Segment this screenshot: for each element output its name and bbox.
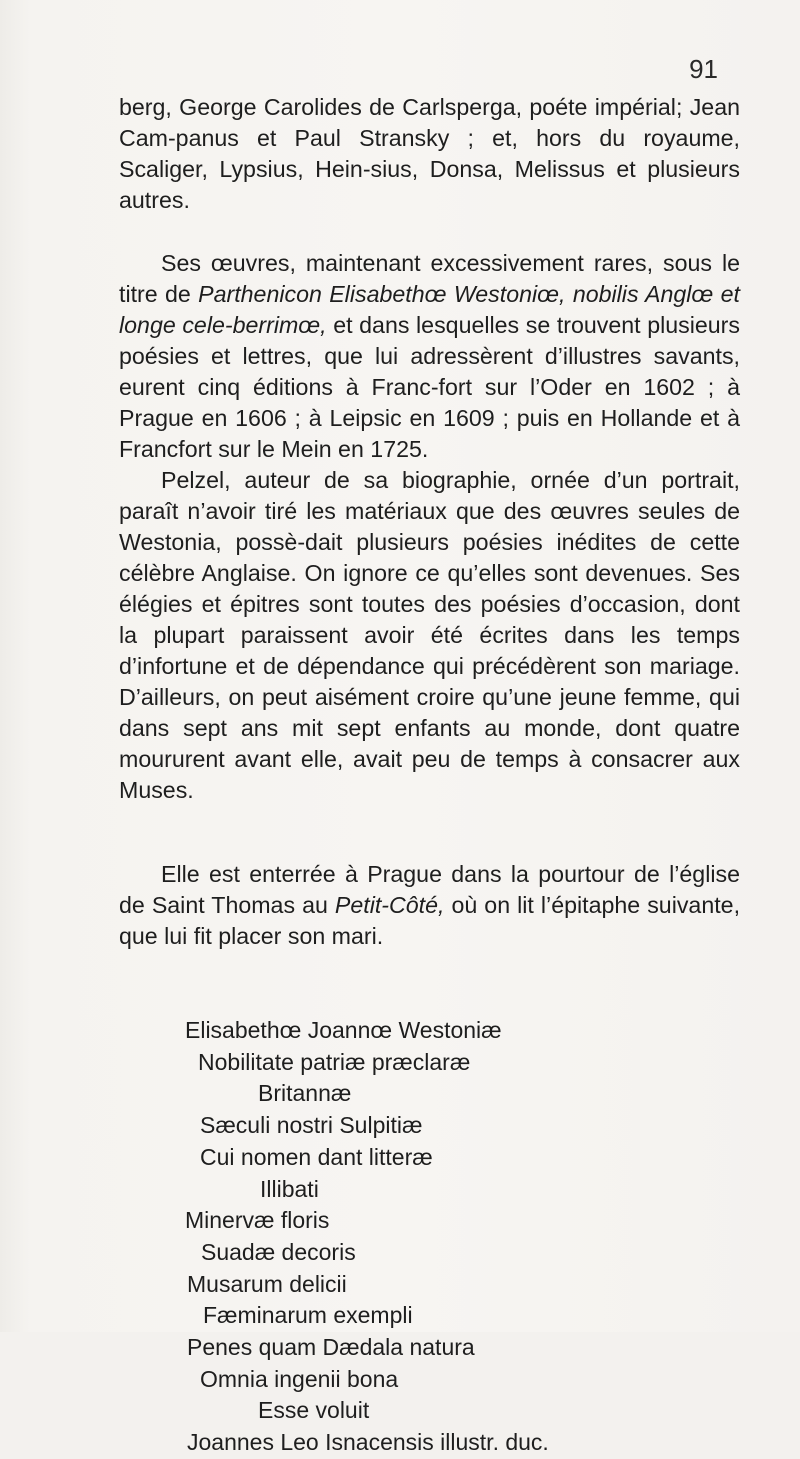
paragraph-works [119, 248, 740, 465]
works-text-before: Ses œuvres, maintenant excessivement rares, sous le titre de [119, 250, 740, 307]
paragraph-contemporaries: berg, George Carolides de Carlsperga, poéte impérial; Jean Cam-panus et Paul Stransky ; et, hors du royaume, Scaliger, Lypsius, Hein-sius, Donsa, Melissus et plusieurs autres. [119, 94, 740, 213]
epitaph-line: Elisabethœ Joannœ Westoniæ [185, 1017, 502, 1043]
burial-text-after: où on lit l’épitaphe suivante, que lui fit placer son mari. [119, 892, 741, 949]
burial-text-before: Elle est enterrée à Prague dans la pourtour de l’église de Saint Thomas au [119, 861, 740, 918]
epitaph-line: Nobilitate patriæ præclaræ [198, 1048, 471, 1075]
works-title: Parthenicon Elisabethœ Westoniœ, nobilis Anglœ et longe cele-berrimœ, [119, 281, 740, 338]
epitaph-line: Illibati [260, 1175, 319, 1202]
epitaph-line: Suadæ decoris [201, 1238, 356, 1265]
epitaph-line: Cui nomen dant litteræ [200, 1143, 433, 1170]
epitaph-line: Musarum delicii [187, 1270, 347, 1297]
epitaph-line: Britannæ [258, 1080, 352, 1107]
epitaph-line: Fæminarum exempli [203, 1302, 413, 1329]
epitaph-line: Penes quam Dædala natura [187, 1334, 475, 1360]
paragraph-biography: Pelzel, auteur de sa biographie, ornée d’un portrait, paraît n’avoir tiré les matériaux que des œuvres seules de Westonia, possè-dait plusieurs poésies inédites de cette célèbre Anglaise. On ignore ce qu’elles sont devenues. Ses élégies et épitres sont toutes des poésies d’occasion, dont la plupart paraissent avoir été écrites dans les temps d’infortune et de dépendance qui précédèrent son mariage. D’ailleurs, on peut aisément croire qu’une jeune femme, qui dans sept ans mit sept enfants au monde, dont quatre moururent avant elle, avait peu de temps à consacrer aux Muses. [119, 467, 740, 803]
works-text-after: et dans lesquelles se trouvent plusieurs poésies et lettres, que lui adressèrent d’illustres savants, eurent cinq éditions à Franc-fort sur l’Oder en 1602 ; à Prague en 1606 ; à Leipsic en 1609 ; puis en Hollande et à Francfort sur le Mein en 1725. [119, 312, 740, 462]
epitaph-line: Omnia ingenii bona [200, 1365, 399, 1392]
burial-place: Petit-Côté, [334, 892, 445, 918]
epitaph-line: Joannes Leo Isnacensis illustr. duc. [187, 1429, 549, 1456]
epitaph-line: Minervæ floris [185, 1207, 330, 1234]
epitaph-line: Sæculi nostri Sulpitiæ [200, 1112, 423, 1139]
paragraph-burial [119, 859, 740, 952]
page-number: 91 [689, 54, 718, 84]
epitaph-line: Esse voluit [258, 1397, 370, 1424]
